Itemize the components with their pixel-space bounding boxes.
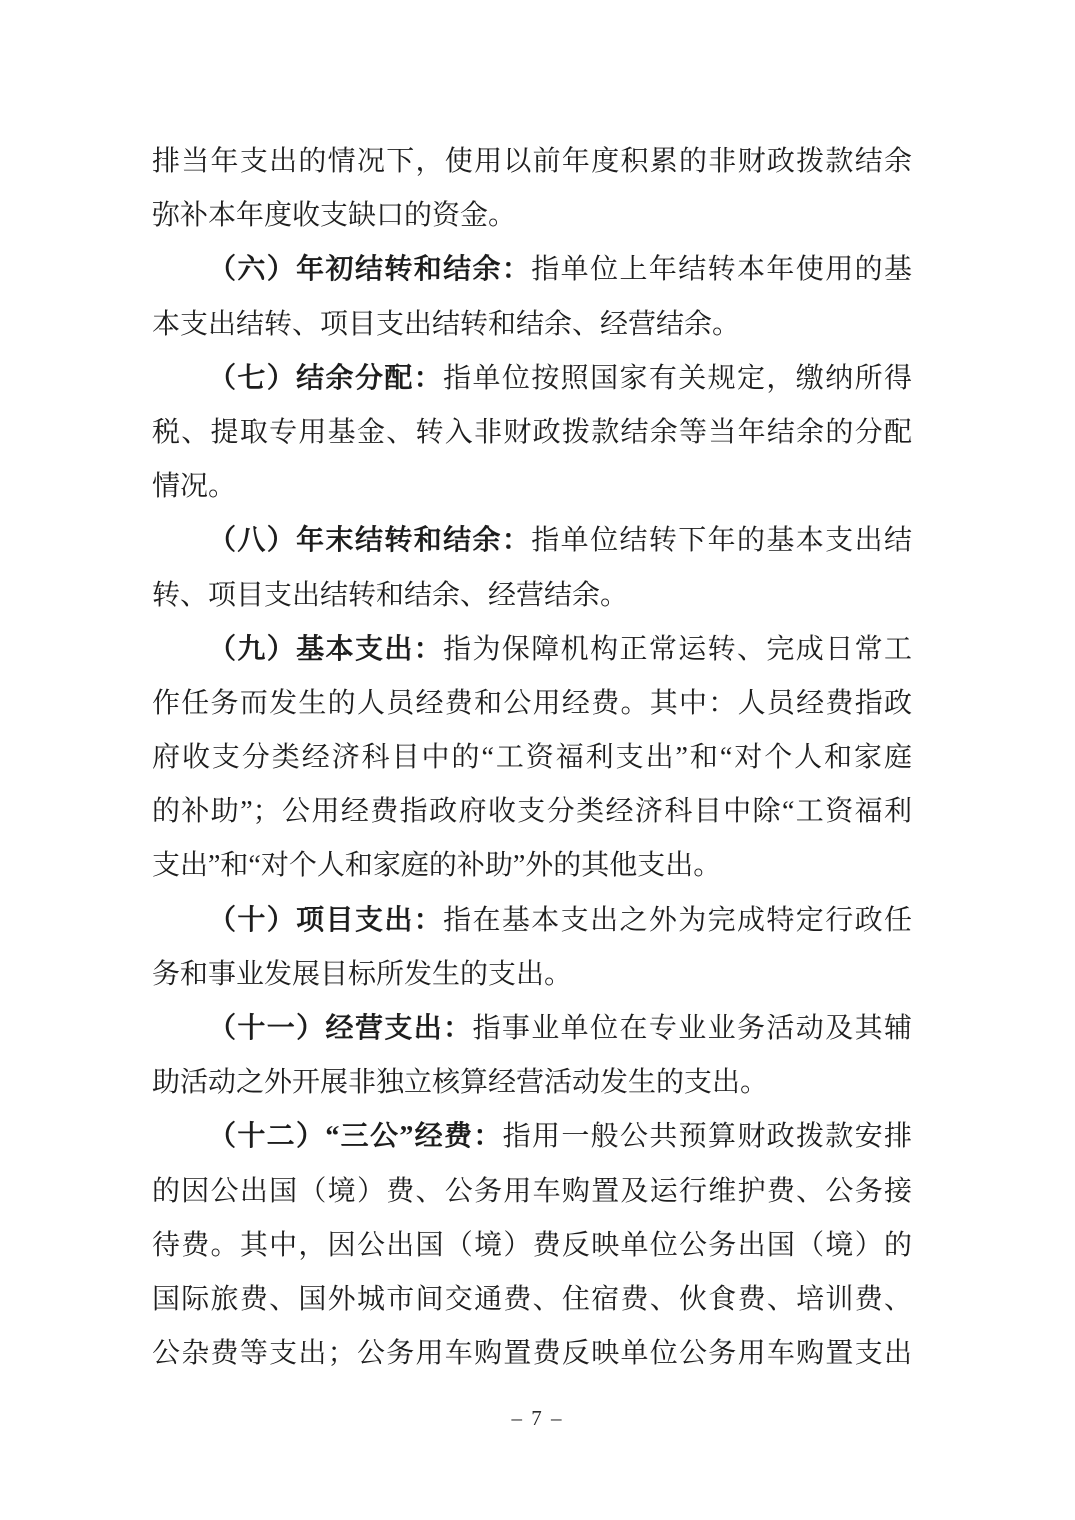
text-line <box>152 785 912 839</box>
line-text: 助活动之外开展非独立核算经营活动发生的支出。 <box>152 1067 769 1099</box>
text-line <box>152 1110 912 1164</box>
line-text: 待费。其中，因公出国（境）费反映单位公务出国（境）的 <box>152 1229 912 1261</box>
line-text: 情况。 <box>152 471 237 503</box>
line-text: 本支出结转、项目支出结转和结余、经营结余。 <box>152 308 741 340</box>
line-text: 的补助”；公用经费指政府收支分类经济科目中除“工资福利 <box>152 796 912 828</box>
text-line <box>152 243 912 297</box>
line-text: 指单位结转下年的基本支出结 <box>531 525 912 557</box>
line-text: 务和事业发展目标所发生的支出。 <box>152 958 573 990</box>
text-line <box>152 460 912 514</box>
term-heading: （八）年末结转和结余： <box>208 525 532 557</box>
text-line <box>152 623 912 677</box>
line-text: 转、项目支出结转和结余、经营结余。 <box>152 579 629 611</box>
text-line <box>152 298 912 352</box>
text-line <box>152 731 912 785</box>
text-line <box>152 677 912 731</box>
line-text: 指用一般公共预算财政拨款安排 <box>502 1121 912 1153</box>
text-line <box>152 1056 912 1110</box>
line-text: 国际旅费、国外城市间交通费、住宿费、伙食费、培训费、 <box>152 1283 912 1315</box>
line-text: 指单位上年结转本年使用的基 <box>531 254 912 286</box>
text-line <box>152 135 912 189</box>
term-heading: （十一）经营支出： <box>208 1013 473 1044</box>
text-line <box>152 406 912 460</box>
text-line <box>152 352 912 406</box>
term-heading: （七）结余分配： <box>208 362 444 394</box>
line-text: 弥补本年度收支缺口的资金。 <box>152 200 517 232</box>
text-line <box>152 1002 912 1056</box>
line-text: 支出”和“对个人和家庭的补助”外的其他支出。 <box>152 850 722 882</box>
line-text: 税、提取专用基金、转入非财政拨款结余等当年结余的分配 <box>152 416 912 448</box>
line-text: 府收支分类经济科目中的“工资福利支出”和“对个人和家庭 <box>152 742 912 774</box>
text-line <box>152 1273 912 1327</box>
text-line <box>152 1219 912 1273</box>
text-line <box>152 839 912 893</box>
text-line <box>152 569 912 623</box>
line-text: 指单位按照国家有关规定，缴纳所得 <box>443 362 912 394</box>
text-line <box>152 894 912 948</box>
body-text <box>152 135 912 1381</box>
line-text: 公杂费等支出；公务用车购置费反映单位公务用车购置支出 <box>152 1338 912 1370</box>
text-line <box>152 1327 912 1381</box>
page-number: – 7 – <box>511 1406 564 1430</box>
line-text: 指为保障机构正常运转、完成日常工 <box>443 633 912 665</box>
term-heading: （十二）“三公”经费： <box>208 1121 503 1153</box>
text-line <box>152 189 912 243</box>
line-text: 排当年支出的情况下，使用以前年度积累的非财政拨款结余 <box>152 146 912 177</box>
term-heading: （九）基本支出： <box>208 633 444 665</box>
text-line <box>152 1165 912 1219</box>
line-text: 作任务而发生的人员经费和公用经费。其中：人员经费指政 <box>152 687 912 719</box>
text-line <box>152 514 912 568</box>
term-heading: （六）年初结转和结余： <box>208 254 532 286</box>
line-text: 指在基本支出之外为完成特定行政任 <box>443 904 912 936</box>
line-text: 的因公出国（境）费、公务用车购置及运行维护费、公务接 <box>152 1175 912 1207</box>
term-heading: （十）项目支出： <box>208 904 444 936</box>
text-line <box>152 948 912 1002</box>
line-text: 指事业单位在专业业务活动及其辅 <box>472 1013 912 1044</box>
